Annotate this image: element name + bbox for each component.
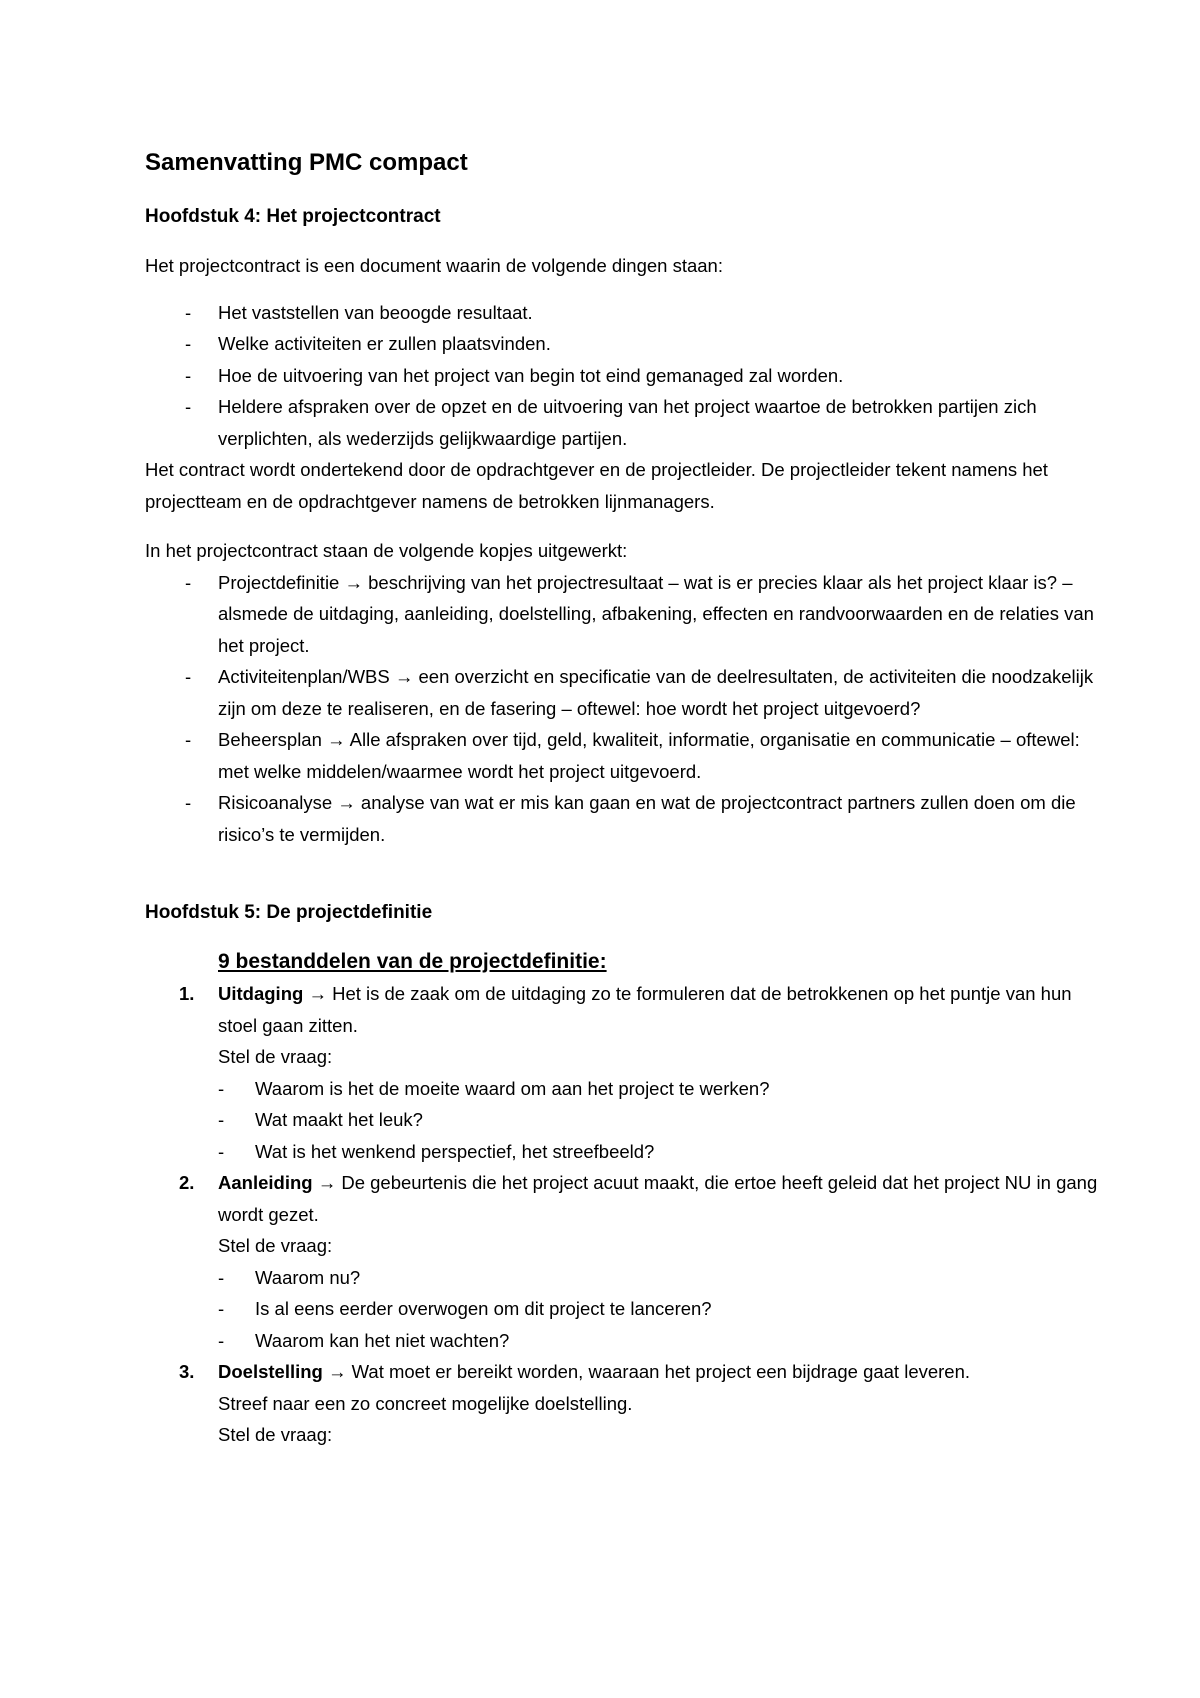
item-number: 3.: [179, 1361, 195, 1382]
item-number: 1.: [179, 983, 195, 1004]
part-term: Uitdaging: [218, 983, 304, 1004]
chapter-4-heading: Hoofdstuk 4: Het projectcontract: [145, 206, 441, 227]
list-item: - Wat maakt het leuk?: [218, 1104, 1100, 1136]
question-label: Stel de vraag:: [218, 1235, 333, 1256]
list-item: - Waarom nu?: [218, 1262, 1100, 1294]
chapter-5-heading: Hoofdstuk 5: De projectdefinitie: [145, 902, 433, 923]
list-item: - Welke activiteiten er zullen plaatsvinden.: [145, 328, 1100, 360]
kopje-text: een overzicht en specificatie van de deelresultaten, de activiteiten die noodzakelijk zijn om deze te realiseren, en de fasering – oftewel: hoe wordt het project uitgevoerd?: [218, 666, 1094, 719]
question-label: Stel de vraag:: [218, 1424, 333, 1445]
part-text: Wat moet er bereikt worden, waaraan het project een bijdrage gaat leveren.: [351, 1361, 971, 1382]
list-item: - Hoe de uitvoering van het project van begin tot eind gemanaged zal worden.: [145, 360, 1100, 392]
list-item: [145, 787, 1100, 850]
part-text: De gebeurtenis die het project acuut maakt, die ertoe heeft geleid dat het project NU in gang wordt gezet.: [218, 1172, 1098, 1225]
list-item: - Heldere afspraken over de opzet en de uitvoering van het project waartoe de betrokken partijen zich verplichten, als wederzijds gelijkwaardige partijen.: [145, 391, 1100, 454]
arrow-right-icon: →: [344, 571, 363, 593]
question-list: [218, 1073, 1100, 1168]
numbered-item: [145, 1356, 1100, 1451]
part-text: Het is de zaak om de uitdaging zo te formuleren dat de betrokkenen op het puntje van hun stoel gaan zitten.: [218, 983, 1072, 1036]
kopje-term: Projectdefinitie: [218, 571, 340, 593]
document-title: Samenvatting PMC compact: [145, 149, 468, 176]
kopje-term: Beheersplan: [218, 729, 322, 750]
kopje-text: analyse van wat er mis kan gaan en wat de projectcontract partners zullen doen om die risico’s te vermijden.: [218, 792, 1076, 845]
contract-contents-list: [145, 297, 1100, 455]
item-number: 2.: [179, 1172, 195, 1193]
kopje-text: Alle afspraken over tijd, geld, kwaliteit, informatie, organisatie en communicatie – oftewel: met welke middelen/waarmee wordt het project uitgevoerd.: [218, 729, 1080, 782]
chapter-5-subheading: 9 bestanddelen van de projectdefinitie:: [218, 950, 607, 973]
arrow-right-icon: →: [328, 1361, 347, 1382]
numbered-item: [145, 1167, 1100, 1356]
section-spacer: [145, 850, 1100, 898]
arrow-right-icon: →: [308, 983, 327, 1004]
kopjes-list: [145, 567, 1100, 851]
signing-paragraph: Het contract wordt ondertekend door de opdrachtgever en de projectleider. De projectleider tekent namens het projectteam en de opdrachtgever namens de betrokken lijnmanagers.: [145, 459, 1048, 512]
list-item: - Waarom is het de moeite waard om aan het project te werken?: [218, 1073, 1100, 1105]
question-label: Stel de vraag:: [218, 1046, 333, 1067]
list-item: - Waarom kan het niet wachten?: [218, 1325, 1100, 1357]
projectdefinitie-parts-list: [145, 978, 1100, 1451]
kopje-term: Activiteitenplan/WBS: [218, 666, 390, 687]
arrow-right-icon: →: [327, 729, 346, 750]
kopje-term: Risicoanalyse: [218, 792, 333, 813]
chapter-4-intro: Het projectcontract is een document waarin de volgende dingen staan:: [145, 255, 723, 276]
arrow-right-icon: →: [337, 792, 356, 813]
question-list: [218, 1262, 1100, 1357]
arrow-right-icon: →: [317, 1172, 337, 1193]
extra-text: Streef naar een zo concreet mogelijke doelstelling.: [218, 1392, 633, 1414]
part-term: Aanleiding: [218, 1172, 313, 1193]
kopjes-intro: In het projectcontract staan de volgende kopjes uitgewerkt:: [145, 540, 628, 561]
numbered-item: [145, 978, 1100, 1167]
part-term: Doelstelling: [218, 1361, 323, 1382]
list-item: - Het vaststellen van beoogde resultaat.: [145, 297, 1100, 329]
list-item: - Wat is het wenkend perspectief, het streefbeeld?: [218, 1136, 1100, 1168]
list-item: [145, 724, 1100, 787]
kopje-text: beschrijving van het projectresultaat – wat is er precies klaar als het project klaar is? – alsmede de uitdaging, aanleiding, doelstelling, afbakening, effecten en randvoorwaarden en de relaties van het project.: [218, 571, 1094, 656]
list-item: [145, 661, 1100, 724]
list-item: - Is al eens eerder overwogen om dit project te lanceren?: [218, 1293, 1100, 1325]
list-item: [145, 567, 1100, 662]
arrow-right-icon: →: [394, 666, 414, 687]
